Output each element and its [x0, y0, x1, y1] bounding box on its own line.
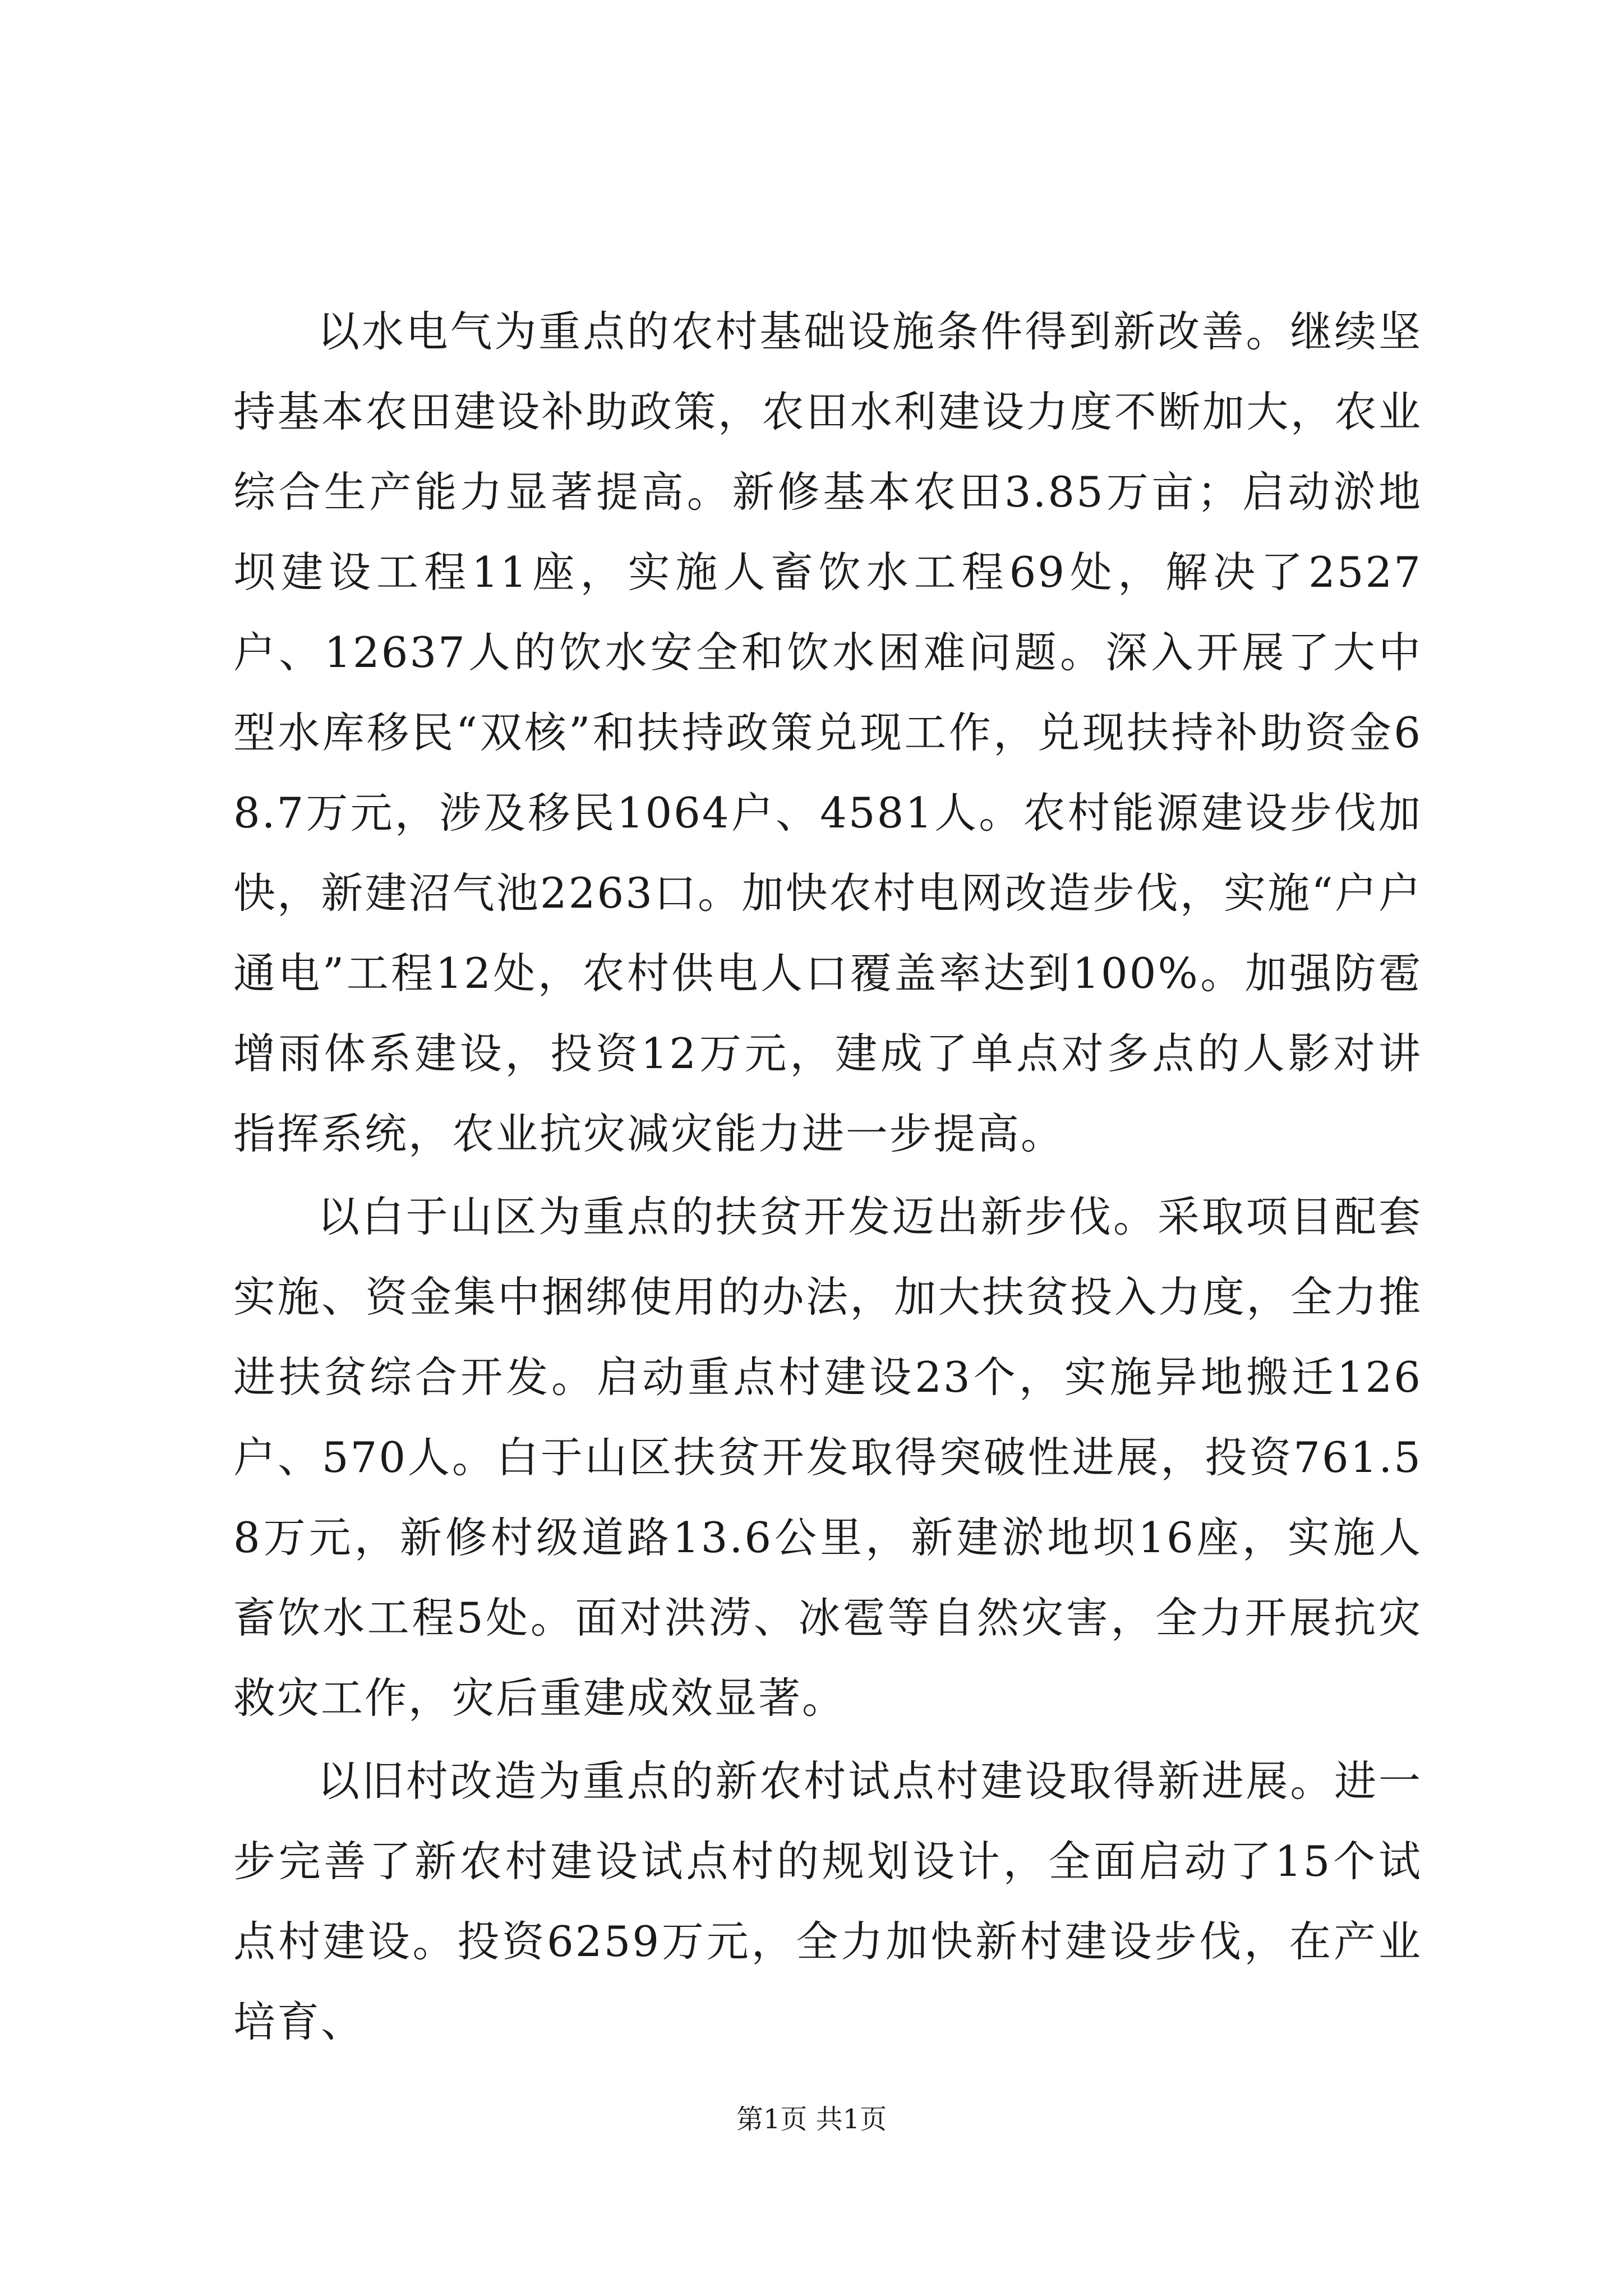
- paragraph-pilot-villages: 以旧村改造为重点的新农村试点村建设取得新进展。进一步完善了新农村建设试点村的规划设计，全面启动了15个试点村建设。投资6259万元，全力加快新村建设步伐，在产业培育、: [233, 1756, 1422, 2046]
- page-footer: 第1页 共1页: [736, 2104, 887, 2135]
- document-body: [233, 292, 1422, 2062]
- paragraph-infrastructure: 以水电气为重点的农村基础设施条件得到新改善。继续坚持基本农田建设补助政策，农田水利建设力度不断加大，农业综合生产能力显著提高。新修基本农田3.85万亩；启动淤地坝建设工程11座，实施人畜饮水工程69处，解决了2527户、12637人的饮水安全和饮水困难问题。深入开展了大中型水库移民“双核”和扶持政策兑现工作，兑现扶持补助资金68.7万元，涉及移民1064户、4581人。农村能源建设步伐加快，新建沼气池2263口。加快农村电网改造步伐，实施“户户通电”工程12处，农村供电人口覆盖率达到100%。加强防雹增雨体系建设，投资12万元，建成了单点对多点的人影对讲指挥系统，农业抗灾减灾能力进一步提高。: [233, 307, 1422, 1158]
- paragraph-poverty-alleviation: 以白于山区为重点的扶贫开发迈出新步伐。采取项目配套实施、资金集中捆绑使用的办法，加大扶贫投入力度，全力推进扶贫综合开发。启动重点村建设23个，实施异地搬迁126户、570人。白于山区扶贫开发取得突破性进展，投资761.58万元，新修村级道路13.6公里，新建淤地坝16座，实施人畜饮水工程5处。面对洪涝、冰雹等自然灾害，全力开展抗灾救灾工作，灾后重建成效显著。: [233, 1192, 1422, 1723]
